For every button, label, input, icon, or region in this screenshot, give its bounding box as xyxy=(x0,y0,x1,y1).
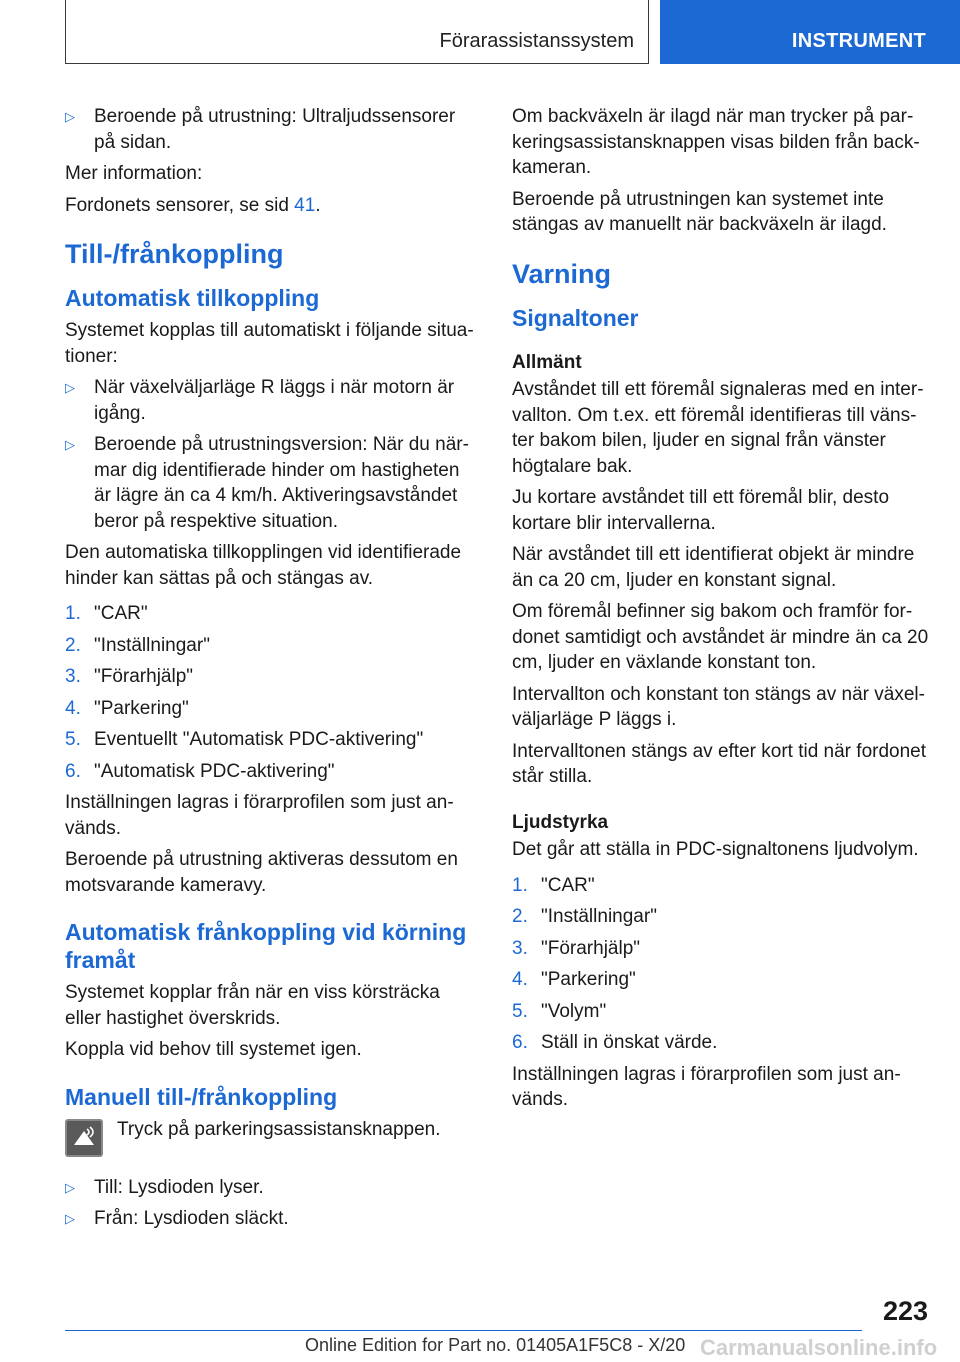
step-number: 3. xyxy=(512,937,528,959)
bullet-text: Från: Lysdioden släckt. xyxy=(94,1208,289,1229)
step-text: "Inställningar" xyxy=(541,906,657,927)
sensors-reference: Fordonets sensorer, se sid 41. xyxy=(65,194,321,216)
step-text: Eventuellt "Automatisk PDC-aktivering" xyxy=(94,729,424,750)
heading-volume: Ljudstyrka xyxy=(512,811,609,833)
step-text: "Automatisk PDC-aktivering" xyxy=(94,760,335,782)
paragraph: Beroende på utrustning aktiveras dessutom en motsvarande kameravy. xyxy=(65,849,458,896)
paragraph: Systemet kopplas till automatiskt i följande situationer: xyxy=(65,320,474,367)
step-item xyxy=(65,759,480,785)
step-number: 2. xyxy=(512,906,528,927)
paragraph: När avståndet till ett identifierat objekt är mindre än ca 20 cm, ljuder en konstant signal. xyxy=(512,544,915,591)
footer-divider xyxy=(65,1330,862,1331)
step-text: "Volym" xyxy=(541,1000,607,1022)
step-text: Ställ in önskat värde. xyxy=(541,1032,718,1053)
step-item xyxy=(65,601,480,627)
step-item xyxy=(65,696,480,722)
paragraph: Avståndet till ett föremål signaleras med en intervallton. Om t.ex. ett föremål identifieras till vänster bakom bilen, ljuder en signal från vänster högtalare bak. xyxy=(512,379,924,477)
auto-on-bullet-list xyxy=(65,375,480,534)
step-text: "Parkering" xyxy=(541,969,636,990)
header-chapter-tab[interactable] xyxy=(660,0,960,64)
left-column xyxy=(65,104,480,1238)
step-number: 1. xyxy=(65,603,81,624)
step-item xyxy=(512,967,932,993)
step-item xyxy=(512,873,932,899)
heading-warning: Varning xyxy=(512,258,612,289)
list-item xyxy=(65,375,480,426)
general-paragraphs xyxy=(512,377,932,790)
triangle-bullet-icon: ▷ xyxy=(65,437,75,452)
step-item xyxy=(512,936,932,962)
bullet-text: Till: Lysdioden lyser. xyxy=(94,1176,264,1198)
step-text: "Förarhjälp" xyxy=(541,937,641,959)
step-number: 3. xyxy=(65,666,81,687)
right-column xyxy=(512,104,932,1119)
triangle-bullet-icon: ▷ xyxy=(65,380,75,395)
triangle-bullet-icon: ▷ xyxy=(65,109,75,124)
paragraph: Ju kortare avståndet till ett föremål blir, desto kortare blir intervallerna. xyxy=(512,487,890,534)
step-number: 5. xyxy=(512,1000,528,1022)
heading-auto-off: Automatisk frånkoppling vid körning framåt xyxy=(65,919,467,973)
sensors-reference-text: Fordonets sensorer, se sid xyxy=(65,194,289,216)
step-item xyxy=(512,999,932,1025)
bullet-text: När växelväljarläge R läggs i när motorn är igång. xyxy=(94,377,455,424)
right-step-list xyxy=(512,873,932,1056)
more-info-label: Mer information: xyxy=(65,163,203,184)
step-item xyxy=(65,664,480,690)
step-number: 6. xyxy=(65,760,81,782)
paragraph: Inställningen lagras i förarprofilen som just används. xyxy=(65,792,454,839)
triangle-bullet-icon: ▷ xyxy=(65,1211,75,1226)
paragraph: Det går att ställa in PDC-signaltonens ljudvolym. xyxy=(512,839,919,860)
watermark: Carmanualsonline.info xyxy=(700,1335,938,1360)
step-number: 2. xyxy=(65,634,81,656)
left-step-list xyxy=(65,601,480,784)
paragraph: Den automatiska tillkopplingen vid identifierade hinder kan sättas på och stängas av. xyxy=(65,542,462,589)
step-number: 1. xyxy=(512,874,528,896)
step-item xyxy=(65,727,480,753)
triangle-bullet-icon: ▷ xyxy=(65,1179,75,1195)
step-text: "Förarhjälp" xyxy=(94,666,194,687)
parking-assist-button-icon xyxy=(65,1119,103,1157)
step-text: "CAR" xyxy=(94,603,148,624)
step-number: 5. xyxy=(65,729,81,750)
list-item xyxy=(65,1175,480,1201)
paragraph: Om backväxeln är ilagd när man trycker på parkeringsassistansknappen visas bilden från backkameran. xyxy=(512,106,920,178)
header-section-title: Förarassistanssystem xyxy=(439,30,634,52)
step-number: 6. xyxy=(512,1032,528,1053)
step-number: 4. xyxy=(512,969,528,990)
paragraph: Inställningen lagras i förarprofilen som just används. xyxy=(512,1063,901,1110)
edition-text: Online Edition for Part no. 01405A1F5C8 - X/20 xyxy=(305,1335,686,1355)
page-number: 223 xyxy=(882,1296,928,1326)
step-text: "Inställningar" xyxy=(94,634,210,656)
manual-text: Tryck på parkeringsassistansknappen. xyxy=(117,1118,441,1140)
step-item xyxy=(512,904,932,930)
bullet-text: Beroende på utrustningsversion: När du närmar dig identifierade hinder om hastigheten är lägre än ca 4 km/h. Aktiveringsavståndet beror på respektive situation. xyxy=(94,434,469,532)
heading-onoff: Till-/frånkoppling xyxy=(65,239,284,269)
list-item xyxy=(65,1206,480,1232)
paragraph: Systemet kopplar från när en viss körsträcka eller hastighet överskrids. xyxy=(65,982,440,1029)
paragraph: Intervalltonen stängs av efter kort tid när fordonet står stilla. xyxy=(512,740,927,787)
list-item xyxy=(65,104,480,155)
manual-instruction xyxy=(65,1117,480,1161)
list-item xyxy=(65,432,480,534)
heading-manual: Manuell till-/frånkoppling xyxy=(65,1083,338,1110)
heading-tones: Signaltoner xyxy=(512,304,639,331)
heading-auto-on: Automatisk tillkoppling xyxy=(65,285,320,311)
paragraph: Om föremål befinner sig bakom och framför fordonet samtidigt och avståndet är mindre än ca 20 cm, ljuder en växlande konstant ton. xyxy=(512,601,929,673)
page-link[interactable]: 41 xyxy=(294,194,316,216)
step-text: "Parkering" xyxy=(94,697,189,719)
bullet-text: Beroende på utrustning: Ultraljudssensorer på sidan. xyxy=(94,106,456,153)
step-number: 4. xyxy=(65,697,81,719)
header-section-box xyxy=(65,0,649,64)
step-item xyxy=(65,633,480,659)
step-item xyxy=(512,1030,932,1056)
header-chapter-label: INSTRUMENT xyxy=(791,30,926,52)
paragraph: Intervallton och konstant ton stängs av när växelväljarläge P läggs i. xyxy=(512,683,925,730)
manual-bullet-list xyxy=(65,1175,480,1232)
paragraph: Koppla vid behov till systemet igen. xyxy=(65,1039,362,1060)
step-text: "CAR" xyxy=(541,874,595,896)
paragraph: Beroende på utrustningen kan systemet inte stängas av manuellt när backväxeln är ilagd. xyxy=(512,188,887,235)
heading-general: Allmänt xyxy=(512,351,582,373)
